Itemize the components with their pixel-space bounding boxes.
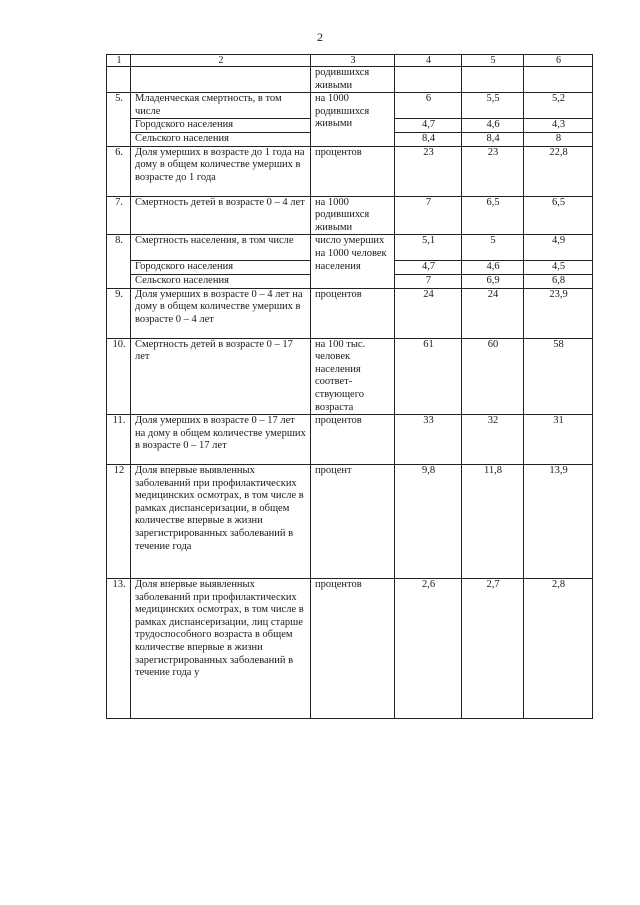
- value-cell: 6,8: [524, 274, 593, 288]
- indicator-name-cell: Доля умерших в возрасте до 1 года на дому в общем количестве умерших в возрасте до 1 года: [131, 146, 311, 196]
- value-cell: 24: [395, 288, 462, 338]
- value-cell: 4,9: [524, 235, 593, 261]
- row-number-cell: 12: [107, 465, 131, 579]
- value-cell: 2,8: [524, 579, 593, 719]
- indicator-name-cell: Сельского населения: [131, 274, 311, 288]
- row-number-cell: 10.: [107, 338, 131, 415]
- row-number-cell: 8.: [107, 235, 131, 288]
- value-cell: 7: [395, 196, 462, 235]
- value-cell: 7: [395, 274, 462, 288]
- value-cell: 2,6: [395, 579, 462, 719]
- indicator-name-cell: Городского населения: [131, 261, 311, 275]
- row-number-cell: 5.: [107, 93, 131, 146]
- value-cell: 32: [462, 415, 524, 465]
- value-cell: 58: [524, 338, 593, 415]
- indicator-name-cell: Смертность детей в возрасте 0 – 17 лет: [131, 338, 311, 415]
- value-cell: 5: [462, 235, 524, 261]
- value-cell: [395, 67, 462, 93]
- value-cell: [524, 67, 593, 93]
- unit-cell: процентов: [311, 415, 395, 465]
- table-header-row: [107, 55, 593, 67]
- page-number: 2: [317, 30, 323, 44]
- value-cell: 33: [395, 415, 462, 465]
- value-cell: 9,8: [395, 465, 462, 579]
- table-row: [107, 288, 593, 338]
- row-number-cell: 7.: [107, 196, 131, 235]
- value-cell: 31: [524, 415, 593, 465]
- indicator-name-cell: Сельского населения: [131, 132, 311, 146]
- indicator-name-cell: Доля впервые выявленных заболеваний при профилактических медицинских осмотрах, в том числе в рамках диспансеризации, лиц старше трудоспособного возраста в общем количестве впервые в жизни зарегистрированных заболеваний в течение года у: [131, 579, 311, 719]
- table-row: [107, 67, 593, 93]
- unit-cell: процентов: [311, 288, 395, 338]
- row-number-cell: 9.: [107, 288, 131, 338]
- unit-cell: процент: [311, 465, 395, 579]
- value-cell: 23,9: [524, 288, 593, 338]
- header-cell: 1: [107, 55, 131, 67]
- value-cell: 23: [395, 146, 462, 196]
- unit-cell: на 100 тыс. человек населения соответ-ствующего возраста: [311, 338, 395, 415]
- table-row: [107, 146, 593, 196]
- indicator-name-cell: Младенческая смертность, в том числе: [131, 93, 311, 119]
- table-row: [107, 338, 593, 415]
- value-cell: 11,8: [462, 465, 524, 579]
- value-cell: 24: [462, 288, 524, 338]
- value-cell: 8,4: [462, 132, 524, 146]
- value-cell: 4,3: [524, 119, 593, 133]
- value-cell: 2,7: [462, 579, 524, 719]
- value-cell: 8,4: [395, 132, 462, 146]
- value-cell: 4,6: [462, 261, 524, 275]
- value-cell: 4,5: [524, 261, 593, 275]
- unit-cell: на 1000 родившихся живыми: [311, 196, 395, 235]
- unit-cell: процентов: [311, 579, 395, 719]
- value-cell: 22,8: [524, 146, 593, 196]
- indicator-name-cell: Смертность детей в возрасте 0 – 4 лет: [131, 196, 311, 235]
- value-cell: 5,5: [462, 93, 524, 119]
- indicator-name-cell: Доля впервые выявленных заболеваний при профилактических медицинских осмотрах, в том числе в рамках диспансеризации, в общем количестве впервые в жизни зарегистрированных заболеваний в течение года: [131, 465, 311, 579]
- unit-cell: на 1000 родившихся живыми: [311, 93, 395, 146]
- row-number-cell: 6.: [107, 146, 131, 196]
- header-cell: 4: [395, 55, 462, 67]
- value-cell: 4,6: [462, 119, 524, 133]
- value-cell: 23: [462, 146, 524, 196]
- indicator-name-cell: Городского населения: [131, 119, 311, 133]
- header-cell: 5: [462, 55, 524, 67]
- unit-cell: число умерших на 1000 человек населения: [311, 235, 395, 288]
- value-cell: 5,1: [395, 235, 462, 261]
- indicator-name-cell: [131, 67, 311, 93]
- value-cell: 6: [395, 93, 462, 119]
- table-row: [107, 465, 593, 579]
- table-row: [107, 579, 593, 719]
- value-cell: [462, 67, 524, 93]
- value-cell: 8: [524, 132, 593, 146]
- header-cell: 2: [131, 55, 311, 67]
- unit-cell: родившихся живыми: [311, 67, 395, 93]
- value-cell: 61: [395, 338, 462, 415]
- value-cell: 60: [462, 338, 524, 415]
- indicator-name-cell: Смертность населения, в том числе: [131, 235, 311, 261]
- header-cell: 3: [311, 55, 395, 67]
- row-number-cell: 13.: [107, 579, 131, 719]
- value-cell: 5,2: [524, 93, 593, 119]
- value-cell: 6,9: [462, 274, 524, 288]
- table-row: [107, 93, 593, 119]
- unit-cell: процентов: [311, 146, 395, 196]
- value-cell: 6,5: [524, 196, 593, 235]
- table-row: [107, 415, 593, 465]
- value-cell: 6,5: [462, 196, 524, 235]
- indicators-table: [106, 54, 593, 719]
- row-number-cell: [107, 67, 131, 93]
- table-row: [107, 196, 593, 235]
- value-cell: 4,7: [395, 119, 462, 133]
- row-number-cell: 11.: [107, 415, 131, 465]
- value-cell: 4,7: [395, 261, 462, 275]
- value-cell: 13,9: [524, 465, 593, 579]
- indicator-name-cell: Доля умерших в возрасте 0 – 4 лет на дому в общем количестве умерших в возрасте 0 – 4 лет: [131, 288, 311, 338]
- table-row: [107, 235, 593, 261]
- indicator-name-cell: Доля умерших в возрасте 0 – 17 лет на дому в общем количестве умерших в возрасте 0 – 17 лет: [131, 415, 311, 465]
- header-cell: 6: [524, 55, 593, 67]
